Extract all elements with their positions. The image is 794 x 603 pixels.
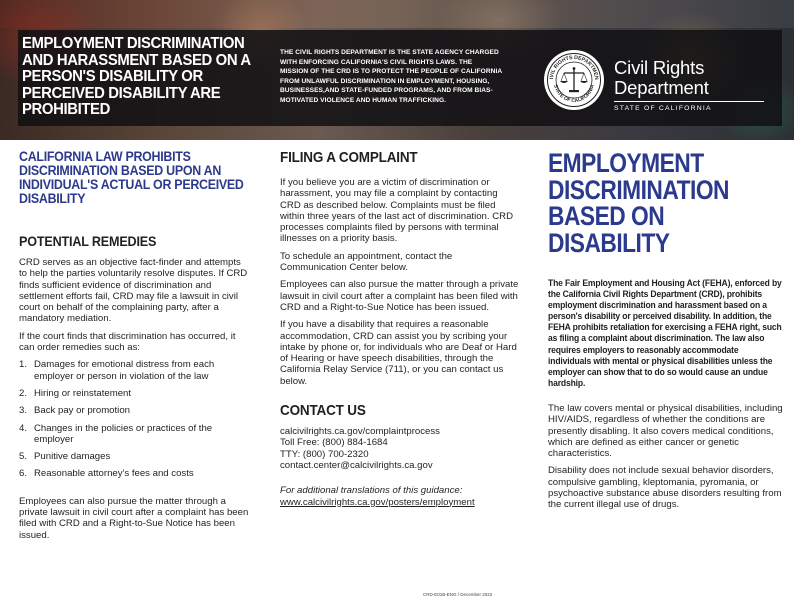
feha-paragraph: The Fair Employment and Housing Act (FEHA), enforced by the California Civil Rights Department (CRD), prohibits employment discrimination and harassment based on a person's disability or perceived disability. In addition, the FEHA prohibits retaliation for exercising a FEHA right, such as filing a complaint about discrimination. The law also requires employers to reasonably accommodate individuals with mental or physical disabilities unless the employer can show that to do so would cause an undue hardship. <box>548 278 782 388</box>
banner-photo-strip <box>0 0 794 28</box>
svg-text:STATE OF CALIFORNIA: STATE OF CALIFORNIA <box>552 84 596 105</box>
banner-title: EMPLOYMENT DISCRIMINATION AND HARASSMENT BASED ON A PERSON'S DISABILITY OR PERCEIVED DISABILITY ARE PROHIBITED <box>22 35 251 118</box>
coverage-paragraph: The law covers mental or physical disabilities, including HIV/AIDS, regardless of whether the conditions are presently disabling. It also covers medical conditions, which are defined as either cancer or genetic characteristics. <box>548 402 783 460</box>
filing-paragraph-1: If you believe you are a victim of discrimination or harassment, you may file a complaint by contacting CRD as described below. Complaints must be filed within three years of the last act of discrimination. CRD processes complaints filed by persons with terminal illnesses on a priority basis. <box>280 177 514 245</box>
middle-column <box>280 150 520 508</box>
contact-website[interactable]: calcivilrights.ca.gov/complaintprocess <box>280 426 440 438</box>
list-item: 6. Reasonable attorney's fees and costs <box>19 468 194 480</box>
brand-line-1: Civil Rights <box>614 57 705 78</box>
svg-text:CIVIL RIGHTS DEPARTMENT: IVIL RIGHTS DEPARTMEN <box>549 54 600 81</box>
left-column <box>19 150 251 541</box>
exclusions-paragraph: Disability does not include sexual behavior disorders, compulsive gambling, kleptomania, pyromania, or psychoactive substance abuse disorders resulting from the current illegal use of drugs. <box>548 465 782 511</box>
filing-paragraph-3: Employees can also pursue the matter through a private lawsuit in civil court after a complaint has been filed with CRD and a Right-to-Sue Notice has been issued. <box>280 279 519 313</box>
private-lawsuit-text: Employees can also pursue the matter through a private lawsuit in civil court after a complaint has been filed with CRD and a Right-to-Sue Notice has been issued. <box>19 495 249 541</box>
remedies-intro: CRD serves as an objective fact-finder and attempts to help the parties voluntarily resolve disputes. If CRD finds sufficient evidence of discrimination and settlement efforts fail, CRD may file a lawsuit in civil court on behalf of the complaining party, after a mandatory mediation. <box>19 257 248 325</box>
brand-divider <box>614 101 764 102</box>
brand-name <box>614 58 774 98</box>
contact-email[interactable]: contact.center@calcivilrights.ca.gov <box>280 459 433 471</box>
law-prohibits-heading: CALIFORNIA LAW PROHIBITS DISCRIMINATION BASED UPON AN INDIVIDUAL'S ACTUAL OR PERCEIVED DISABILITY <box>19 149 244 206</box>
filing-complaint-heading: FILING A COMPLAINT <box>280 149 418 166</box>
crd-seal-logo <box>544 50 604 110</box>
contact-tty: TTY: (800) 700-2320 <box>280 448 369 460</box>
document-code: CRD-E01B-ENG / December 2022 <box>423 592 493 597</box>
right-column <box>548 150 784 511</box>
contact-block <box>280 426 520 471</box>
brand-state-label: STATE OF CALIFORNIA <box>614 105 712 112</box>
brand-line-2: Department <box>614 77 709 98</box>
translations-link[interactable]: www.calcivilrights.ca.gov/posters/employment <box>280 496 475 508</box>
contact-heading: CONTACT US <box>280 402 366 420</box>
header-banner <box>0 0 794 140</box>
remedies-heading: POTENTIAL REMEDIES <box>19 233 157 249</box>
filing-paragraph-2: To schedule an appointment, contact the Communication Center below. <box>280 250 453 274</box>
seal-icon <box>544 50 604 110</box>
main-title: EMPLOYMENT DISCRIMINATION BASED ON DISABILITY <box>548 148 730 258</box>
list-item: 5. Punitive damages <box>19 451 111 463</box>
list-item: 1. Damages for emotional distress from each employer or person in violation of the law <box>19 359 215 382</box>
list-item: 4. Changes in the policies or practices of the employer <box>19 422 213 445</box>
list-item: 2. Hiring or reinstatement <box>19 387 132 399</box>
filing-paragraph-4: If you have a disability that requires a reasonable accommodation, CRD can assist you by scribing your intake by phone or, for individuals who are Deaf or Hard of Hearing or have speech disabilities, through the California Relay Service (711), or you can contact us below. <box>280 319 517 387</box>
translations-text: For additional translations of this guidance: <box>280 485 463 497</box>
banner-mission-statement: THE CIVIL RIGHTS DEPARTMENT IS THE STATE AGENCY CHARGED WITH ENFORCING CALIFORNIA'S CIVIL RIGHTS LAWS. THE MISSION OF THE CRD IS TO PROTECT THE PEOPLE OF CALIFORNIA FROM UNLAWFUL DISCRIMINATION IN EMPLOYMENT, HOUSING, BUSINESSES,AND STATE-FUNDED PROGRAMS, AND FROM BIAS-MOTIVATED VIOLENCE AND HUMAN TRAFFICKING. <box>280 49 502 104</box>
court-remedies-text: If the court finds that discrimination has occurred, it can order remedies such as: <box>19 330 236 354</box>
remedies-list <box>19 359 251 479</box>
list-item: 3. Back pay or promotion <box>19 405 130 417</box>
contact-tollfree: Toll Free: (800) 884-1684 <box>280 437 388 449</box>
